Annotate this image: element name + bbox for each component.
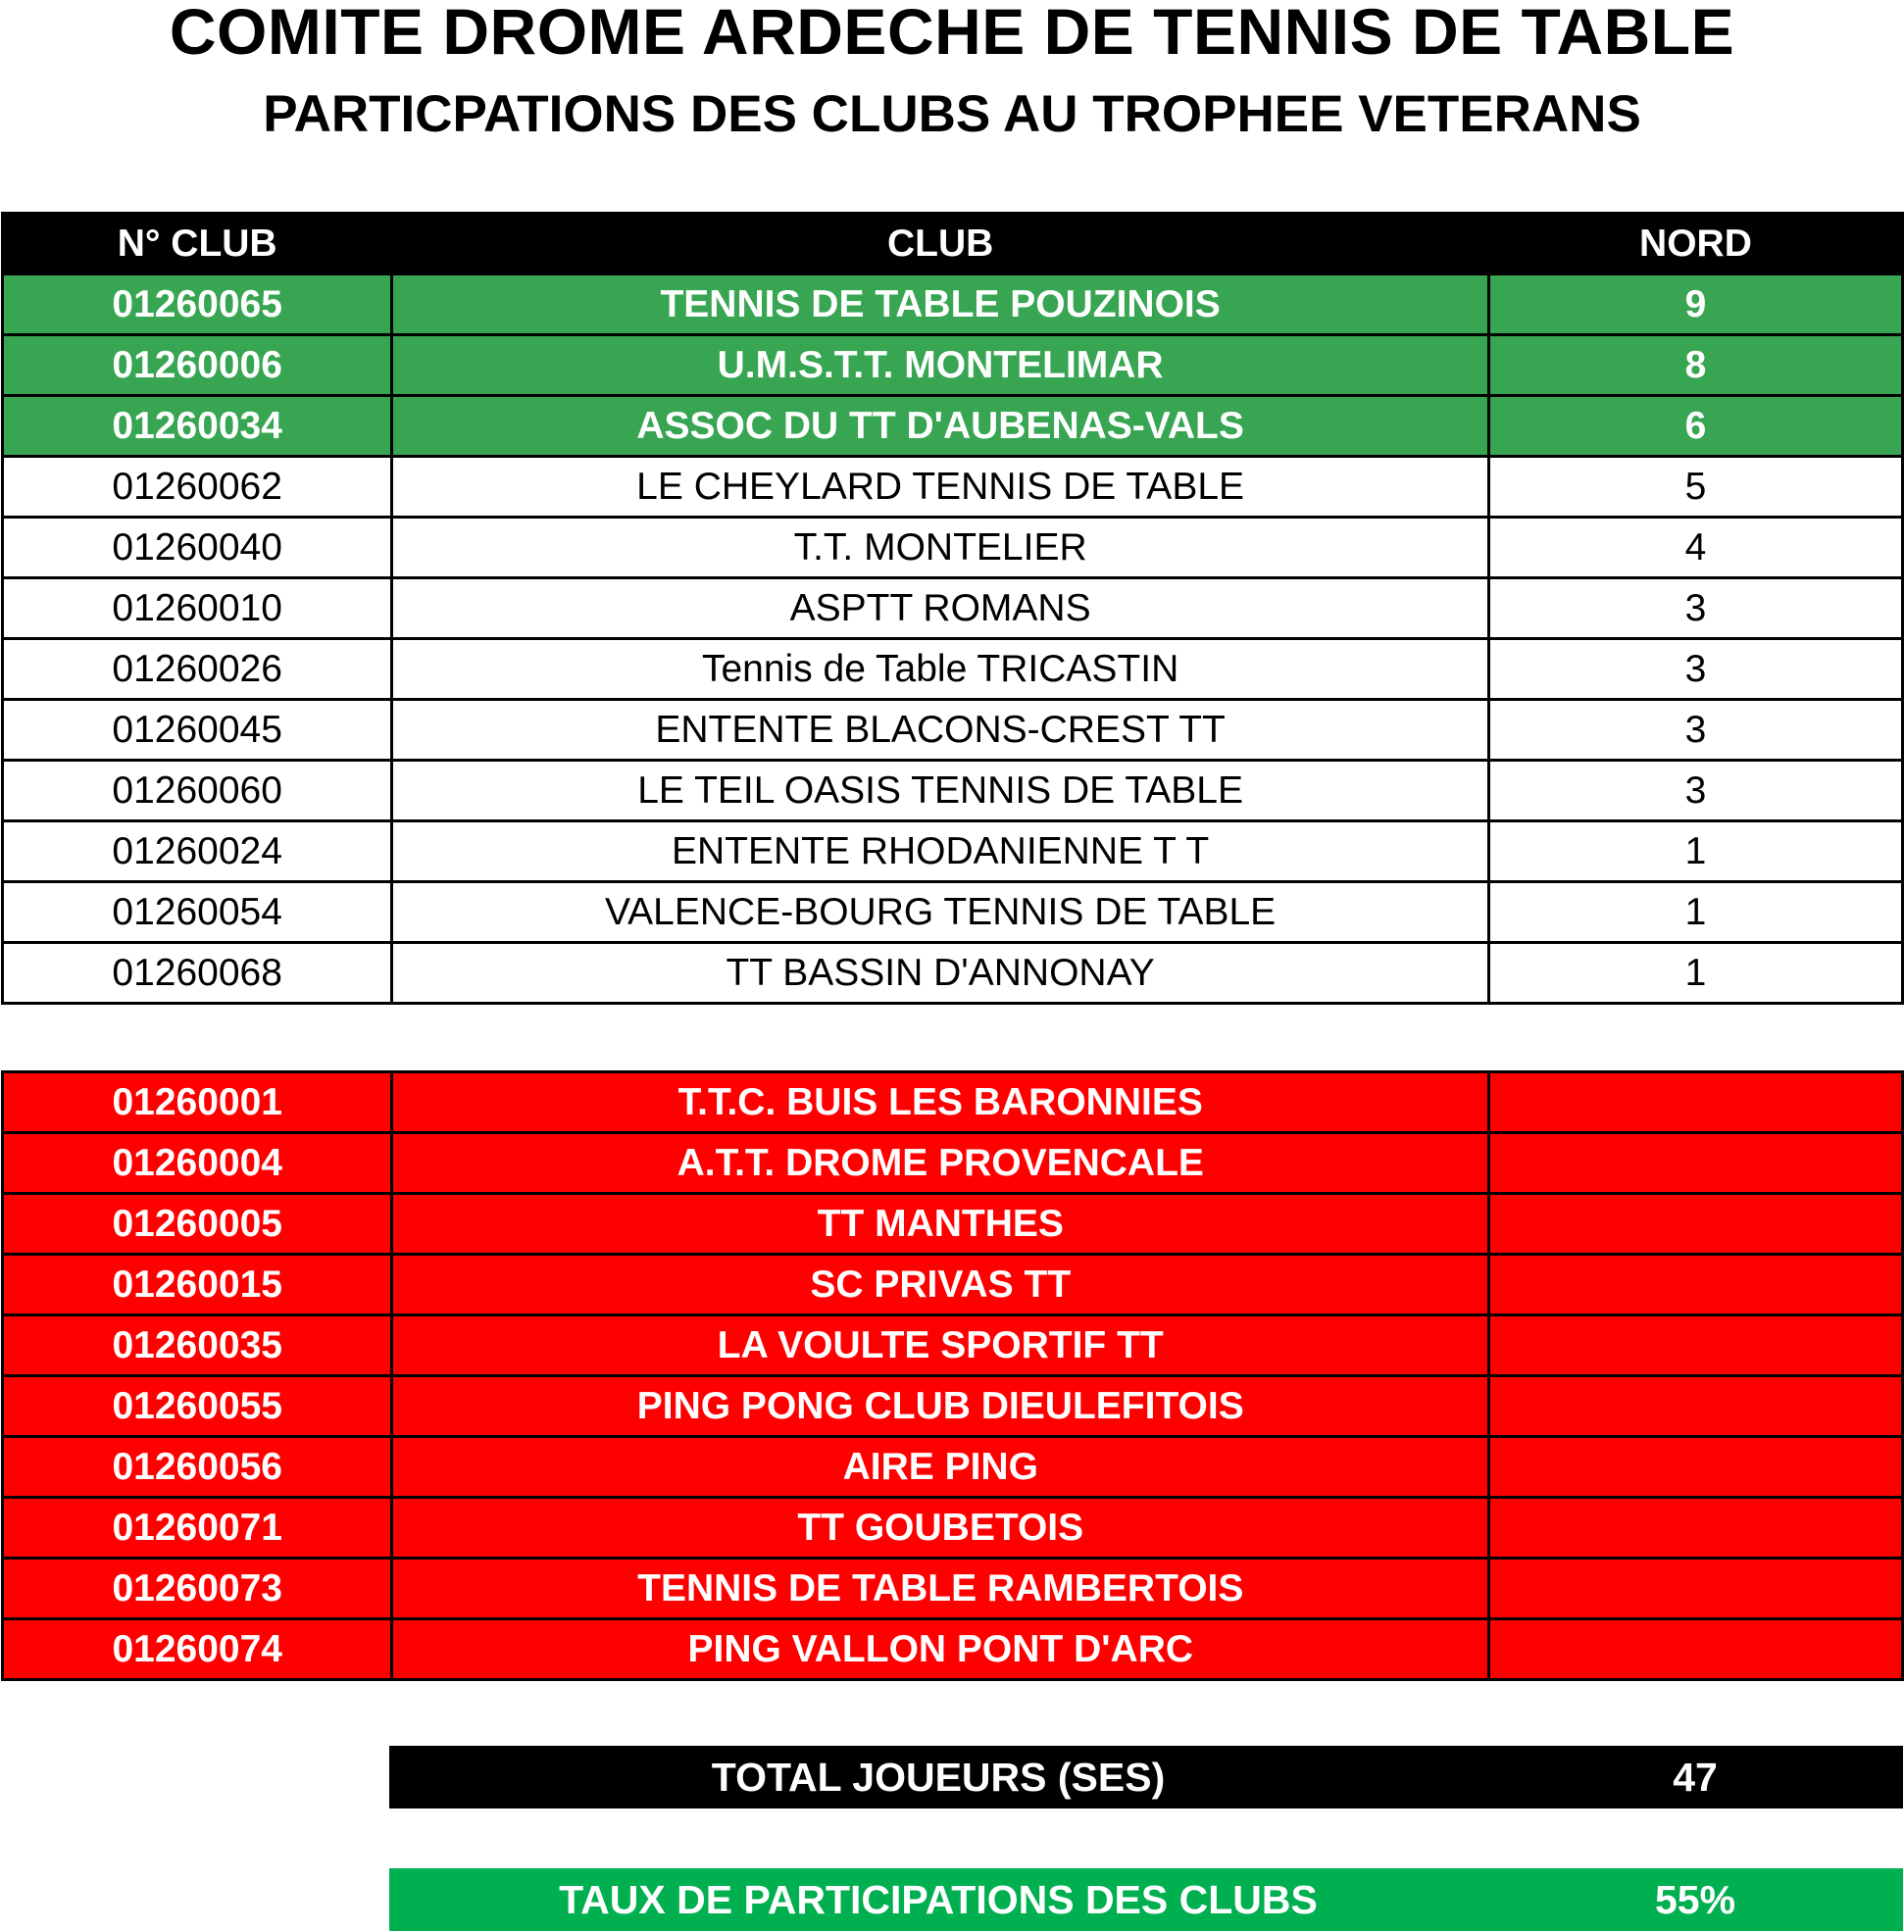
nord-count-cell: [1489, 1498, 1903, 1559]
nord-count-cell: 4: [1488, 518, 1902, 578]
nord-count-cell: 8: [1488, 335, 1902, 396]
club-name-cell: Tennis de Table TRICASTIN: [392, 639, 1489, 700]
table-row: [3, 578, 1903, 639]
table-row: [3, 274, 1903, 335]
table-row: [3, 1619, 1903, 1680]
nord-count-cell: [1489, 1133, 1903, 1194]
club-name-cell: TENNIS DE TABLE RAMBERTOIS: [392, 1559, 1489, 1619]
club-name-cell: T.T. MONTELIER: [392, 518, 1489, 578]
club-name-cell: LE CHEYLARD TENNIS DE TABLE: [392, 457, 1489, 518]
header-nord: NORD: [1488, 214, 1902, 274]
table-row: [3, 1194, 1903, 1255]
nord-count-cell: 1: [1488, 882, 1902, 943]
club-name-cell: ASPTT ROMANS: [392, 578, 1489, 639]
club-name-cell: TT BASSIN D'ANNONAY: [392, 943, 1489, 1004]
club-number-cell: 01260026: [3, 639, 392, 700]
nord-count-cell: 1: [1488, 943, 1902, 1004]
club-number-cell: 01260015: [3, 1255, 392, 1315]
table-row: [3, 761, 1903, 821]
club-number-cell: 01260035: [3, 1315, 392, 1376]
nord-count-cell: 3: [1488, 578, 1902, 639]
club-name-cell: AIRE PING: [392, 1437, 1489, 1498]
table-row: [3, 396, 1903, 457]
club-name-cell: TT MANTHES: [392, 1194, 1489, 1255]
table-row: [3, 1376, 1903, 1437]
table-row: [3, 1133, 1903, 1194]
club-number-cell: 01260073: [3, 1559, 392, 1619]
club-name-cell: ENTENTE RHODANIENNE T T: [392, 821, 1489, 882]
header-club-number: N° CLUB: [3, 214, 392, 274]
nord-count-cell: [1489, 1559, 1903, 1619]
club-number-cell: 01260001: [3, 1072, 392, 1133]
nord-count-cell: [1489, 1376, 1903, 1437]
club-number-cell: 01260054: [3, 882, 392, 943]
nord-count-cell: [1489, 1437, 1903, 1498]
table-row: [3, 1498, 1903, 1559]
nord-count-cell: [1489, 1619, 1903, 1680]
table-row: [3, 700, 1903, 761]
table-row: [3, 1255, 1903, 1315]
club-number-cell: 01260074: [3, 1619, 392, 1680]
participation-rate-value: 55%: [1654, 1877, 1736, 1922]
total-players-value: 47: [1673, 1755, 1718, 1800]
club-name-cell: ENTENTE BLACONS-CREST TT: [392, 700, 1489, 761]
table-header-row: [3, 214, 1903, 274]
participation-rate-bar: [389, 1868, 1903, 1931]
club-number-cell: 01260006: [3, 335, 392, 396]
club-number-cell: 01260034: [3, 396, 392, 457]
club-name-cell: PING VALLON PONT D'ARC: [392, 1619, 1489, 1680]
club-number-cell: 01260010: [3, 578, 392, 639]
participation-rate-label: TAUX DE PARTICIPATIONS DES CLUBS: [559, 1877, 1318, 1922]
table-row: [3, 335, 1903, 396]
nord-count-cell: 3: [1488, 639, 1902, 700]
nord-count-cell: 6: [1488, 396, 1902, 457]
club-name-cell: U.M.S.T.T. MONTELIMAR: [392, 335, 1489, 396]
club-name-cell: ASSOC DU TT D'AUBENAS-VALS: [392, 396, 1489, 457]
club-number-cell: 01260062: [3, 457, 392, 518]
nord-count-cell: [1489, 1255, 1903, 1315]
total-players-label: TOTAL JOUEURS (SES): [711, 1755, 1166, 1800]
nord-count-cell: 1: [1488, 821, 1902, 882]
nord-count-cell: 9: [1488, 274, 1902, 335]
club-number-cell: 01260068: [3, 943, 392, 1004]
club-number-cell: 01260060: [3, 761, 392, 821]
nord-count-cell: [1489, 1194, 1903, 1255]
club-name-cell: TENNIS DE TABLE POUZINOIS: [392, 274, 1489, 335]
table-row: [3, 1315, 1903, 1376]
table-row: [3, 639, 1903, 700]
nord-count-cell: 3: [1488, 761, 1902, 821]
club-number-cell: 01260045: [3, 700, 392, 761]
table-row: [3, 882, 1903, 943]
club-name-cell: A.T.T. DROME PROVENCALE: [392, 1133, 1489, 1194]
nord-count-cell: 5: [1488, 457, 1902, 518]
non-participating-table: [1, 1070, 1904, 1681]
club-name-cell: SC PRIVAS TT: [392, 1255, 1489, 1315]
club-number-cell: 01260004: [3, 1133, 392, 1194]
club-number-cell: 01260056: [3, 1437, 392, 1498]
total-players-bar: [389, 1746, 1903, 1808]
table-row: [3, 821, 1903, 882]
club-number-cell: 01260065: [3, 274, 392, 335]
club-name-cell: T.T.C. BUIS LES BARONNIES: [392, 1072, 1489, 1133]
club-number-cell: 01260055: [3, 1376, 392, 1437]
nord-count-cell: 3: [1488, 700, 1902, 761]
club-name-cell: TT GOUBETOIS: [392, 1498, 1489, 1559]
table-row: [3, 1072, 1903, 1133]
club-number-cell: 01260071: [3, 1498, 392, 1559]
nord-count-cell: [1489, 1072, 1903, 1133]
table-row: [3, 457, 1903, 518]
club-name-cell: LA VOULTE SPORTIF TT: [392, 1315, 1489, 1376]
club-number-cell: 01260040: [3, 518, 392, 578]
table-row: [3, 1559, 1903, 1619]
table-row: [3, 943, 1903, 1004]
club-name-cell: LE TEIL OASIS TENNIS DE TABLE: [392, 761, 1489, 821]
table-row: [3, 518, 1903, 578]
club-number-cell: 01260024: [3, 821, 392, 882]
club-name-cell: PING PONG CLUB DIEULEFITOIS: [392, 1376, 1489, 1437]
participation-table: [1, 212, 1904, 1005]
page-title: COMITE DROME ARDECHE DE TENNIS DE TABLE: [169, 0, 1735, 68]
club-number-cell: 01260005: [3, 1194, 392, 1255]
nord-count-cell: [1489, 1315, 1903, 1376]
page-subtitle: PARTICPATIONS DES CLUBS AU TROPHEE VETERANS: [263, 85, 1641, 143]
club-name-cell: VALENCE-BOURG TENNIS DE TABLE: [392, 882, 1489, 943]
table-row: [3, 1437, 1903, 1498]
header-club-name: CLUB: [392, 214, 1489, 274]
